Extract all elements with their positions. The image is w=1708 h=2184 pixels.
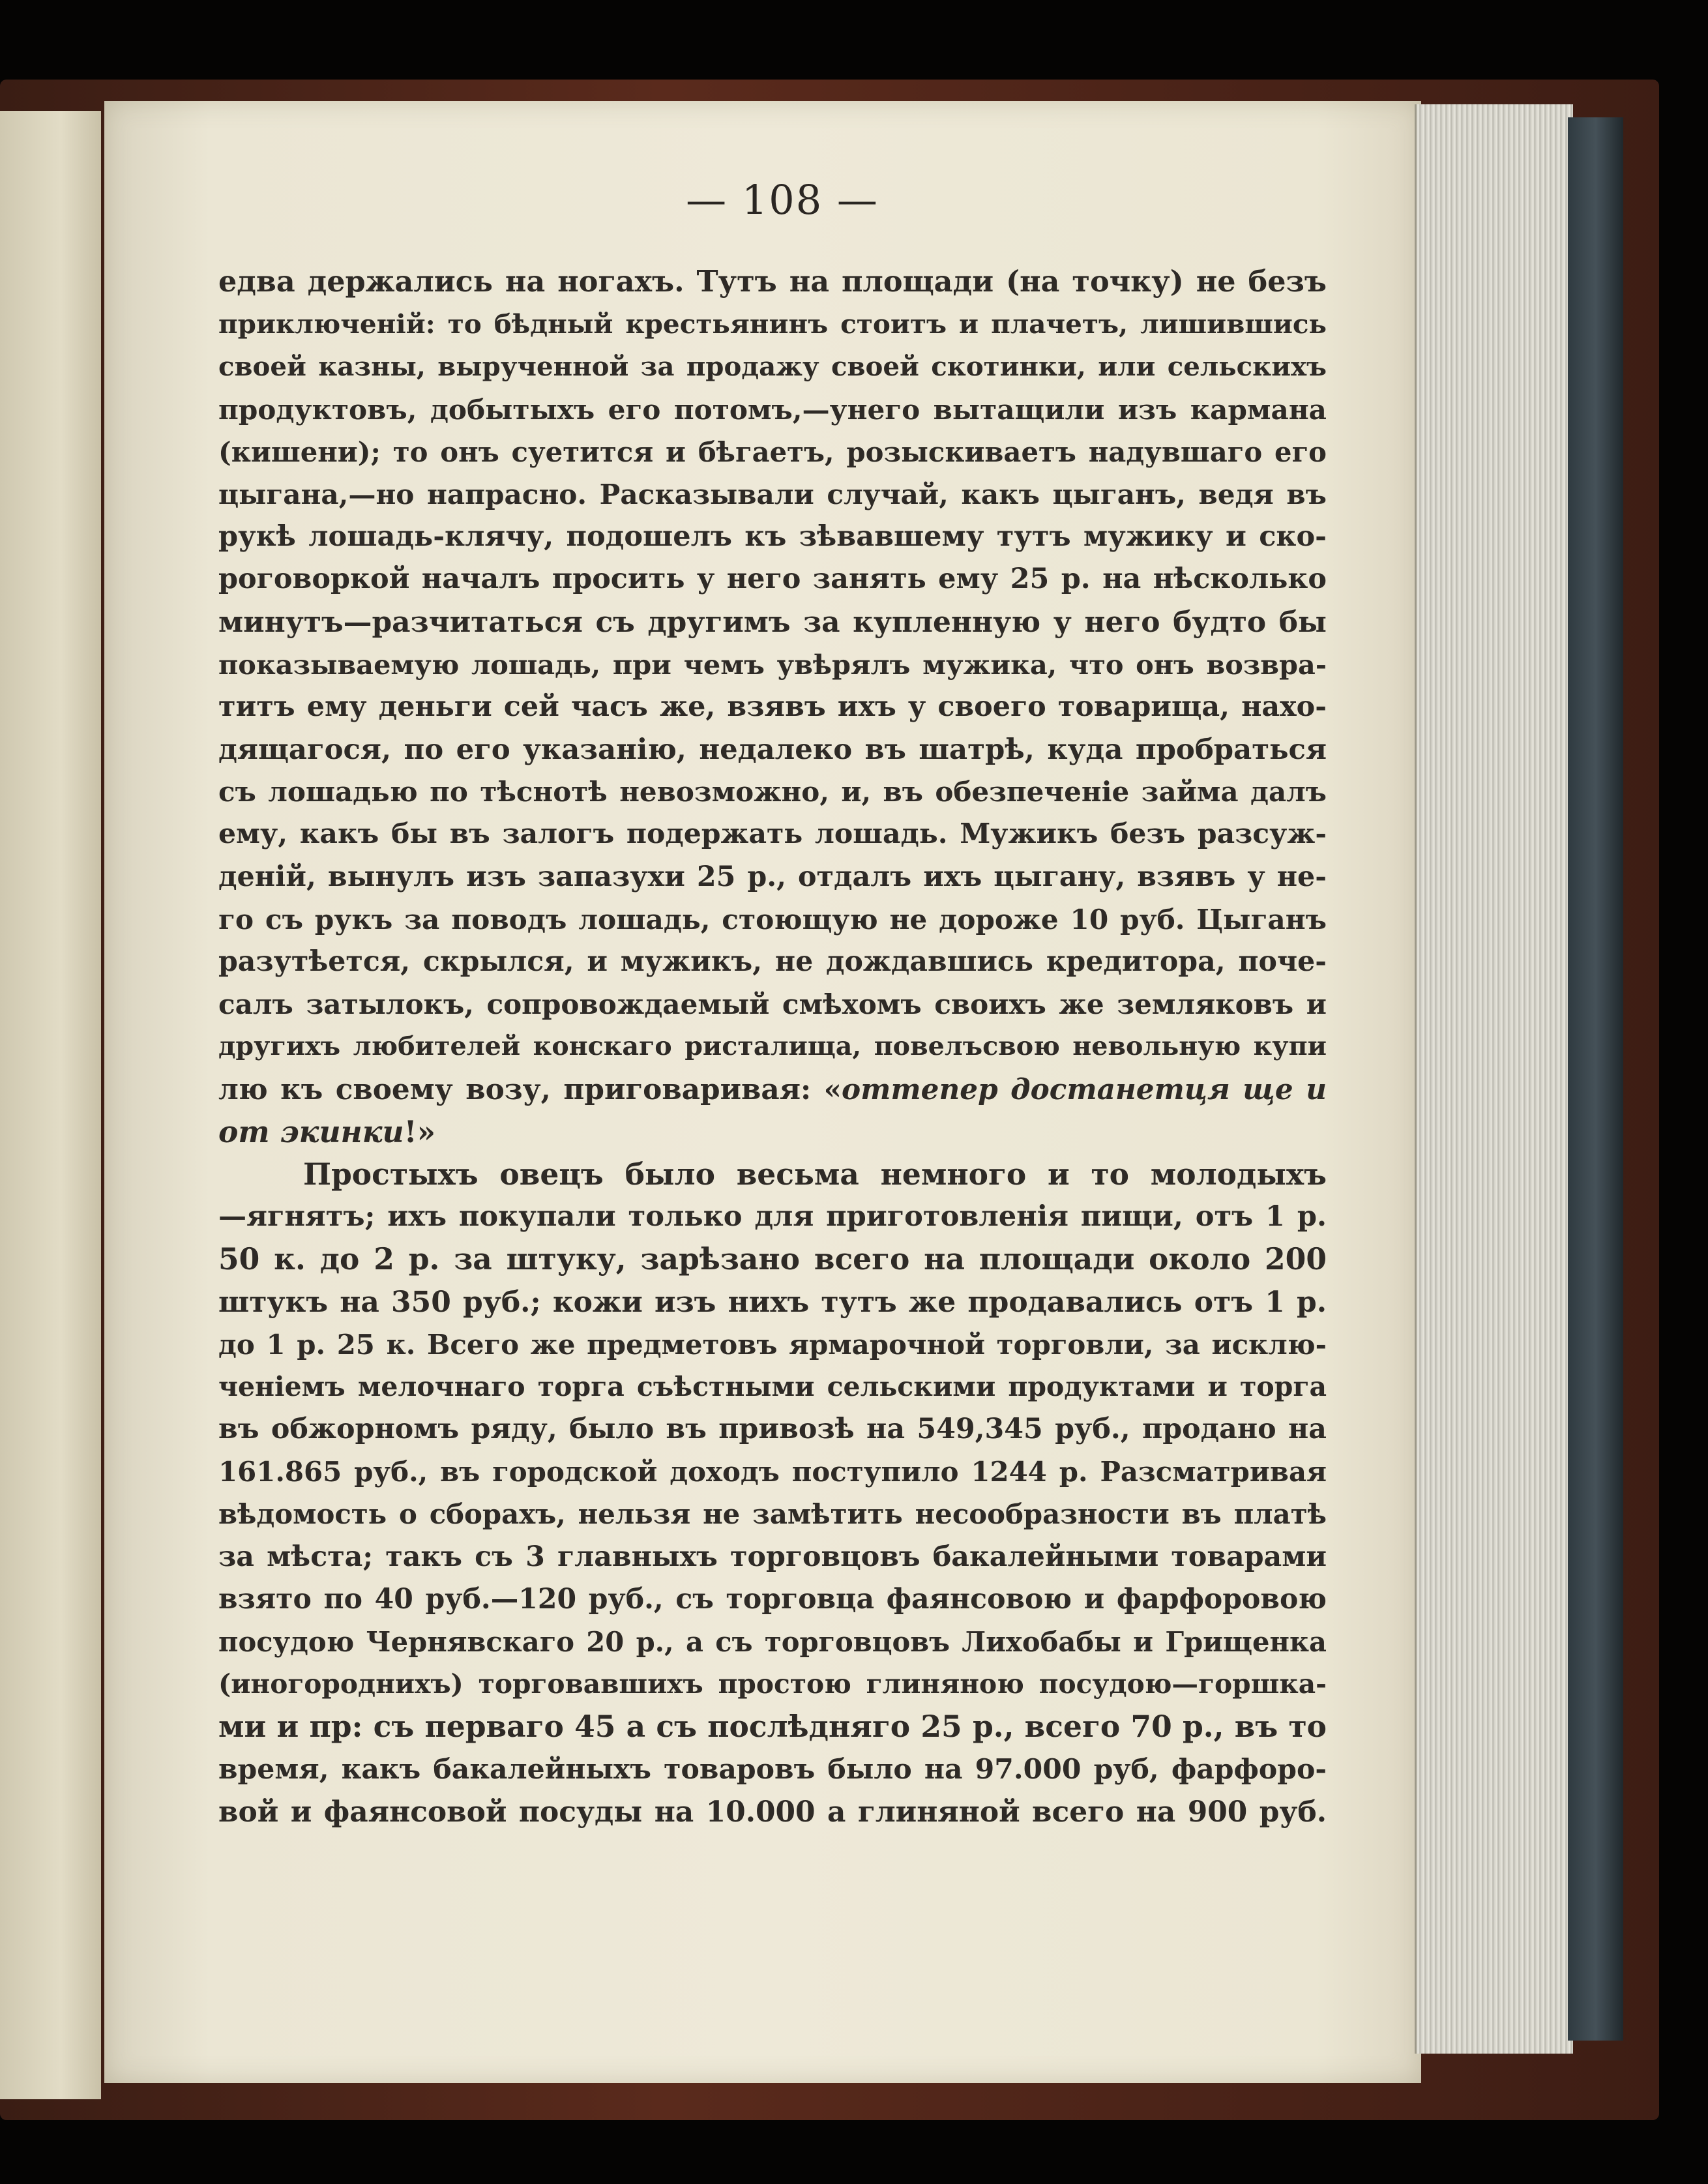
page-text	[218, 261, 1327, 1833]
text-line: время, какъ бакалейныхъ товаровъ было на 97.000 руб, фарфоро-	[218, 1752, 1327, 1786]
text-line: (иногороднихъ) торговавшихъ простою глиняною посудою—горшка-	[218, 1668, 1327, 1700]
text-line: вой и фаянсовой посуды на 10.000 а глиняной всего на 900 руб.	[218, 1795, 1327, 1829]
page-edges	[1415, 104, 1573, 2054]
text-line: своей казны, вырученной за продажу своей скотинки, или сельскихъ	[218, 351, 1327, 383]
text-line: въ обжорномъ ряду, было въ привозѣ на 549,345 руб., продано на	[218, 1413, 1327, 1446]
paragraph-1	[218, 261, 1327, 1153]
text-line: до 1 р. 25 к. Всего же предметовъ ярмарочной торговли, за исклю-	[218, 1328, 1327, 1361]
text-line-start: лю къ своему возу, приговаривая: «	[218, 1072, 842, 1106]
quote-close: !»	[404, 1114, 436, 1149]
quote-italic-end: от экинки	[218, 1114, 404, 1149]
text-line-quote-end	[218, 1111, 1327, 1153]
text-line: рукѣ лошадь-клячу, подошелъ къ зѣвавшему тутъ мужику и ско-	[218, 520, 1327, 553]
text-line: показываемую лошадь, при чемъ увѣрялъ мужика, что онъ возвра-	[218, 648, 1327, 681]
text-line: роговоркой началъ просить у него занять ему 25 р. на нѣсколько	[218, 563, 1327, 596]
text-line: (кишени); то онъ суетится и бѣгаетъ, розыскиваетъ надувшаго его	[218, 435, 1327, 468]
text-line: ми и пр: съ перваго 45 а съ послѣдняго 25 р., всего 70 р., въ то	[218, 1709, 1327, 1745]
text-line: съ лошадью по тѣснотѣ невозможно, и, въ обезпеченіе займа далъ	[218, 776, 1327, 808]
text-line: ченіемъ мелочнаго торга съѣстными сельскими продуктами и торга	[218, 1370, 1327, 1402]
text-line: дящагося, по его указанію, недалеко въ шатрѣ, куда пробраться	[218, 733, 1327, 767]
text-line: разутѣется, скрылся, и мужикъ, не дождавшись кредитора, поче-	[218, 945, 1327, 978]
text-line: взято по 40 руб.—120 руб., съ торговца фаянсовою и фарфоровою	[218, 1582, 1327, 1616]
text-line: цыгана,—но напрасно. Расказывали случай, какъ цыганъ, ведя въ	[218, 477, 1327, 510]
text-line: Простыхъ овецъ было весьма немного и то молодыхъ	[303, 1156, 1327, 1192]
text-line: го съ рукъ за поводъ лошадь, стоющую не дороже 10 руб. Цыганъ	[218, 902, 1327, 936]
text-line: едва держались на ногахъ. Тутъ на площади (на точку) не безъ	[218, 265, 1327, 299]
left-page-edge	[0, 111, 101, 2099]
text-line-quote	[218, 1069, 1327, 1111]
quote-italic: оттепер достанетця ще и	[842, 1072, 1327, 1106]
text-line: за мѣста; такъ съ 3 главныхъ торговцовъ бакалейными товарами	[218, 1540, 1327, 1573]
text-line: 161.865 руб., въ городской доходъ поступило 1244 р. Разсматривая	[218, 1456, 1327, 1488]
text-line: титъ ему деньги сей часъ же, взявъ ихъ у своего товарища, нахо-	[218, 690, 1327, 723]
text-line: другихъ любителей конскаго ристалища, повелъсвою невольную купи	[218, 1031, 1327, 1062]
book-back-cover-edge	[1568, 117, 1623, 2041]
text-line: салъ затылокъ, сопровождаемый смѣхомъ своихъ же земляковъ и	[218, 988, 1327, 1021]
text-line: —ягнятъ; ихъ покупали только для приготовленія пищи, отъ 1 р.	[218, 1200, 1327, 1233]
text-line: 50 к. до 2 р. за штуку, зарѣзано всего на площади около 200	[218, 1241, 1327, 1277]
text-line: посудою Чернявскаго 20 р., а съ торговцовъ Лихобабы и Грищенка	[218, 1626, 1327, 1658]
text-line: ему, какъ бы въ залогъ подержать лошадь. Мужикъ безъ разсуж-	[218, 818, 1327, 851]
text-line: продуктовъ, добытыхъ его потомъ,—унего вытащили изъ кармана	[218, 392, 1327, 426]
text-line: приключеній: то бѣдный крестьянинъ стоитъ и плачетъ, лишившись	[218, 308, 1327, 340]
page-number: — 108 —	[686, 176, 879, 224]
text-line: штукъ на 350 руб.; кожи изъ нихъ тутъ же продавались отъ 1 р.	[218, 1285, 1327, 1319]
paragraph-2	[218, 1153, 1327, 1833]
text-line: минутъ—разчитаться съ другимъ за купленную у него будто бы	[218, 605, 1327, 639]
text-line: вѣдомость о сборахъ, нельзя не замѣтить несообразности въ платѣ	[218, 1498, 1327, 1531]
text-line: деній, вынулъ изъ запазухи 25 р., отдалъ ихъ цыгану, взявъ у не-	[218, 860, 1327, 893]
